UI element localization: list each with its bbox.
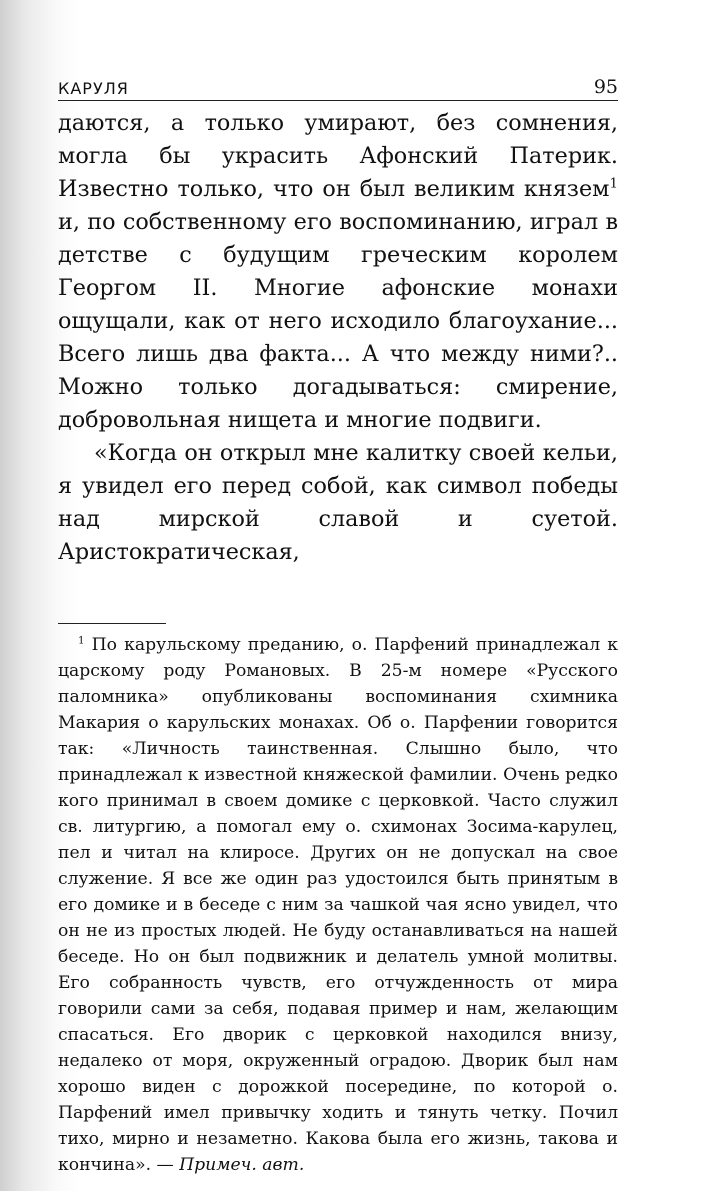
- footnote-attribution: Примеч. авт.: [179, 1155, 305, 1175]
- paragraph-2: «Когда он открыл мне калитку своей кельи, я увидел его перед собой, как символ победы над мирской славой и суетой. Аристократическая,: [58, 440, 618, 565]
- book-page: [58, 70, 618, 1180]
- running-title: КАРУЛЯ: [58, 79, 129, 98]
- paragraph-1-text-b: и, по собственному его воспоминанию, играл в детстве с будущим греческим королем Георгом II. Многие афонские монахи ощущали, как от него исходило благоухание... Всего лишь два факта... А что между ними?.. Можно только догадываться: смирение, добровольная нищета и многие подвиги.: [58, 209, 618, 433]
- page-header: [58, 70, 618, 101]
- footnote-reference: 1: [609, 176, 618, 192]
- paragraph-1: [58, 107, 618, 437]
- footnote: [58, 632, 618, 1178]
- footnote-text: По карульскому преданию, о. Парфений принадлежал к царскому роду Романовых. В 25-м номере «Русского паломника» опубликованы воспоминания схимника Макария о карульских монахах. Об о. Парфении говорится так: «Личность таинственная. Слышно было, что принадлежал к известной княжеской фамилии. Очень редко кого принимал в своем домике с церковкой. Часто служил св. литургию, а помогал ему о. схимонах Зосима-карулец, пел и читал на клиросе. Других он не допускал на свое служение. Я все же один раз удостоился быть принятым в его домике и в беседе с ним за чашкой чая ясно увидел, что он не из простых людей. Не буду останавливаться на нашей беседе. Но он был подвижник и делатель умной молитвы. Его собранность чувств, его отчужденность от мира говорили сами за себя, подавая пример и нам, желающим спасаться. Его дворик с церковкой находился внизу, недалеко от моря, окруженный оградою. Дворик был нам хорошо виден с дорожкой посередине, по которой о. Парфений имел привычку ходить и тянуть четку. Почил тихо, мирно и незаметно. Какова была его жизнь, такова и кончина». —: [58, 635, 618, 1175]
- footnote-marker: 1: [78, 634, 85, 647]
- page-number: 95: [593, 76, 618, 98]
- paragraph-1-text-a: даются, а только умирают, без сомнения, могла бы украсить Афонский Патерик. Известно только, что он был великим князем: [58, 110, 618, 202]
- footnote-divider: [58, 623, 166, 624]
- main-text: [58, 107, 618, 569]
